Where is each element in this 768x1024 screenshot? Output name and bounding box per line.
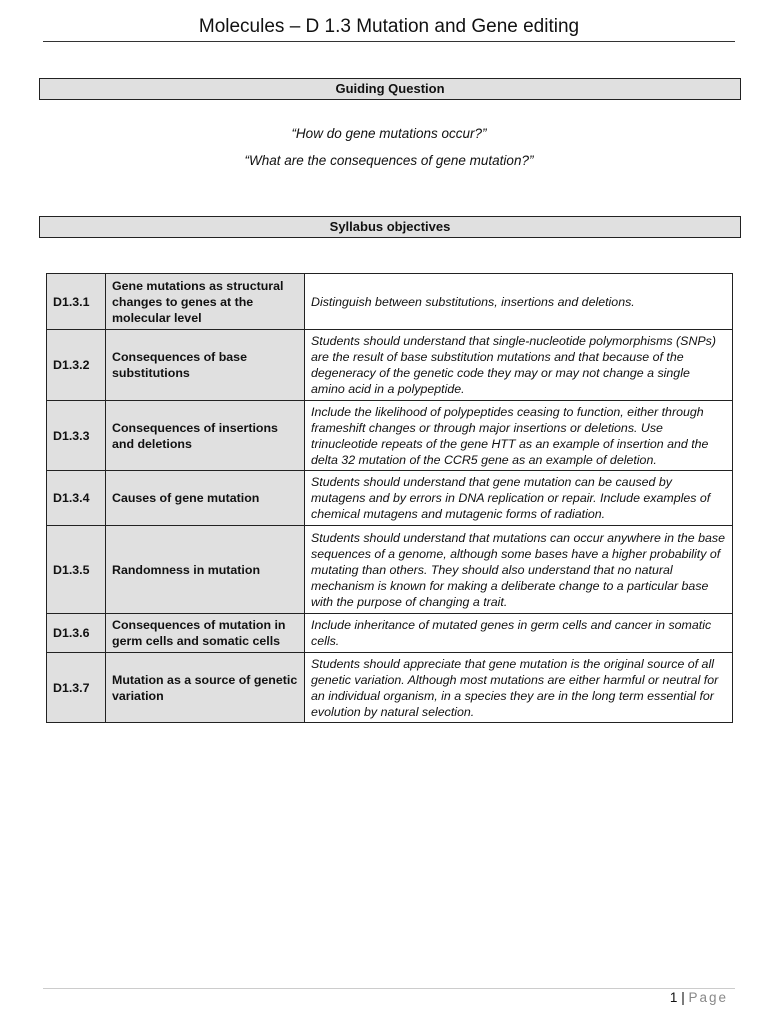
table-row <box>47 330 733 401</box>
table-row <box>47 274 733 330</box>
guiding-question-1: “How do gene mutations occur?” <box>291 126 487 141</box>
objective-topic: Gene mutations as structural changes to genes at the molecular level <box>106 274 305 330</box>
objective-code: D1.3.6 <box>47 614 106 653</box>
title-divider <box>43 41 735 42</box>
objective-code: D1.3.1 <box>47 274 106 330</box>
table-row <box>47 401 733 471</box>
objective-description: Students should appreciate that gene mutation is the original source of all genetic variation. Although most mutations are either harmful or neutral for an individual organism, in a species they are in the long term essential for evolution by natural selection. <box>305 653 733 723</box>
objective-description: Students should understand that mutations can occur anywhere in the base sequences of a genome, although some bases have a higher probability of mutating than others. They should also understand that no natural mechanism is known for making a deliberate change to a particular base with the purpose of changing a trait. <box>305 526 733 614</box>
guiding-question-2: “What are the consequences of gene mutation?” <box>244 153 534 168</box>
objective-topic: Randomness in mutation <box>106 526 305 614</box>
objective-description: Include the likelihood of polypeptides ceasing to function, either through frameshift changes or through major insertions or deletions. Use trinucleotide repeats of the gene HTT as an example of insertion and the delta 32 mutation of the CCR5 gene as an example of deletion. <box>305 401 733 471</box>
objective-topic: Mutation as a source of genetic variation <box>106 653 305 723</box>
syllabus-objectives-heading: Syllabus objectives <box>39 216 741 238</box>
table-row <box>47 526 733 614</box>
syllabus-table <box>46 273 733 723</box>
objective-topic: Consequences of insertions and deletions <box>106 401 305 471</box>
table-row <box>47 653 733 723</box>
footer-separator: | <box>681 990 685 1005</box>
objective-description: Distinguish between substitutions, insertions and deletions. <box>305 274 733 330</box>
guiding-question-heading: Guiding Question <box>39 78 741 100</box>
objective-code: D1.3.5 <box>47 526 106 614</box>
page-label: Page <box>688 990 728 1005</box>
table-row <box>47 614 733 653</box>
objective-description: Students should understand that single-nucleotide polymorphisms (SNPs) are the result of base substitution mutations and that because of the degeneracy of the genetic code they may or may not change a single amino acid in a polypeptide. <box>305 330 733 401</box>
objective-code: D1.3.7 <box>47 653 106 723</box>
objective-code: D1.3.4 <box>47 471 106 526</box>
objective-topic: Consequences of base substitutions <box>106 330 305 401</box>
page-footer <box>670 990 728 1005</box>
page-title: Molecules – D 1.3 Mutation and Gene editing <box>198 16 580 37</box>
objective-description: Students should understand that gene mutation can be caused by mutagens and by errors in DNA replication or repair. Include examples of chemical mutagens and mutagenic forms of radiation. <box>305 471 733 526</box>
objective-code: D1.3.3 <box>47 401 106 471</box>
objective-code: D1.3.2 <box>47 330 106 401</box>
page-number: 1 <box>669 990 678 1005</box>
objective-topic: Consequences of mutation in germ cells and somatic cells <box>106 614 305 653</box>
objective-topic: Causes of gene mutation <box>106 471 305 526</box>
objective-description: Include inheritance of mutated genes in germ cells and cancer in somatic cells. <box>305 614 733 653</box>
footer-divider <box>43 988 735 989</box>
table-row <box>47 471 733 526</box>
